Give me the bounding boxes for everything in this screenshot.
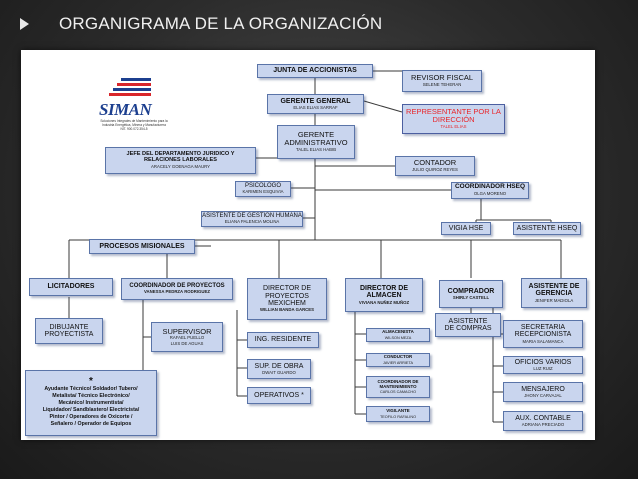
node-title: CONTADOR — [413, 158, 457, 168]
node-title: MEXICHEM — [268, 299, 306, 307]
node-person: WILSON MEZA — [384, 335, 412, 340]
mensajero-box — [503, 382, 583, 402]
node-title: JEFE DEL DEPARTAMENTO JURIDICO Y — [126, 150, 235, 157]
node-title: OPERATIVOS * — [254, 391, 304, 399]
node-title: MENSAJERO — [521, 385, 565, 393]
node-person: JULIO QUIROZ REYES — [412, 167, 458, 173]
director-almacen-box — [345, 278, 423, 312]
node-title: COORDINADOR DE — [377, 378, 419, 384]
node-title: JUNTA DE ACCIONISTAS — [273, 67, 357, 75]
coordinador-hseq-box — [451, 182, 529, 199]
triangle-bullet-icon — [20, 18, 29, 30]
logo-tagline: Soluciones Integrales de Mantenimiento para la Industria Energética, Minera y Manufacturera NIT. 900.072.354-5 — [100, 119, 168, 131]
asistente-gerencia-box — [521, 278, 587, 308]
conductor-box — [366, 353, 430, 367]
node-title: SUP. DE OBRA — [254, 362, 304, 370]
almacenista-box — [366, 328, 430, 342]
node-title: PROYECTISTA — [44, 331, 94, 338]
node-title: PROCESOS MISIONALES — [99, 242, 185, 250]
node-title: ASISTENTE DE GESTION HUMANA — [202, 213, 302, 220]
node-title: GERENTE — [297, 130, 335, 140]
node-person: SELENE TEHERAN — [422, 82, 462, 88]
node-person: VANESSA PEDRZA RODRIGUEZ — [144, 289, 210, 295]
node-title: REPRESENTANTE POR LA — [406, 107, 501, 117]
node-person: WILLIAN BANDA GARCES — [259, 307, 315, 313]
node-title: ALMACEN — [366, 292, 402, 300]
node-title: DIBUJANTE — [49, 323, 89, 331]
comprador-box — [439, 280, 503, 308]
asistente-compras-box — [435, 313, 501, 337]
node-title: ING. RESIDENTE — [254, 336, 312, 344]
operativos-box — [247, 387, 311, 404]
aux-contable-box — [503, 411, 583, 431]
psicologo-box — [235, 181, 291, 197]
node-title: DIRECTOR DE — [359, 284, 409, 292]
node-title: MANTENIMIENTO — [379, 383, 417, 389]
worker-roles-line: Liquidador/ Sandblastero/ Electricista/ — [42, 407, 140, 413]
node-title: VIGILANTE — [386, 408, 410, 414]
node-title: LICITADORES — [47, 283, 95, 291]
node-title: AUX. CONTABLE — [515, 414, 571, 422]
node-title: COORDINADOR HSEQ — [454, 183, 526, 191]
node-title: CONDUCTOR — [383, 354, 413, 360]
node-title: SECRETARIA — [520, 323, 566, 331]
node-person: ELIANA PALENCIA MOLINA — [224, 219, 280, 225]
procesos-misionales-box — [89, 239, 195, 254]
revisor-fiscal-box — [402, 70, 482, 92]
node-title: ALMACENISTA — [382, 329, 414, 335]
node-title: GERENTE GENERAL — [280, 97, 351, 105]
node-title: COMPRADOR — [447, 287, 495, 295]
ing-residente-box — [247, 332, 319, 348]
slide-title-row — [20, 14, 382, 34]
node-person: ARACELY GOENAGA MAURY — [151, 163, 210, 169]
junta-accionistas-box — [257, 64, 373, 78]
node-title: DIRECTOR DE — [262, 285, 312, 293]
asistente-hseq-box — [513, 222, 581, 235]
node-title: ASISTENTE DE — [528, 282, 580, 290]
worker-roles-line: Pintor / Operadores de Oxicorte / — [49, 414, 133, 421]
node-person: DWAIT GUARDO — [262, 369, 296, 375]
node-title: ADMINISTRATIVO — [284, 138, 348, 148]
node-title: VIGIA HSE — [448, 224, 484, 232]
node-title: PSICOLOGO — [244, 183, 281, 190]
worker-roles-line: Mecánico/ Instrumentista/ — [58, 399, 124, 406]
node-person: JAVIER ARRIETA — [382, 360, 414, 365]
node-title: ASISTENTE — [448, 317, 488, 325]
worker-roles-line: Ayudante Técnico/ Soldador/ Tubero/ — [44, 385, 138, 392]
representante-direccion-box — [402, 104, 505, 134]
oficios-varios-box — [503, 356, 583, 374]
node-title: RECEPCIONISTA — [514, 331, 572, 339]
node-person: TALEL ELIAS HABIB — [295, 147, 337, 153]
node-title: PROYECTOS — [265, 292, 309, 300]
sup-obra-box — [247, 359, 311, 379]
supervisor-box — [151, 322, 223, 352]
node-person: TALEL ELIAS — [440, 124, 467, 130]
node-person: CARLOS CAMACHO — [379, 390, 417, 395]
licitadores-box — [29, 278, 113, 296]
gerente-general-box — [267, 94, 364, 114]
asistente-gestion-humana-box — [201, 211, 303, 227]
trabajadores-operativos-box — [25, 370, 157, 436]
node-person: MARIA SALAMANCA — [522, 338, 564, 344]
node-person: LUIS DE AGUAS — [170, 340, 204, 346]
coordinador-mantenimiento-box — [366, 376, 430, 398]
logo-wordmark: SIMAN — [99, 100, 152, 119]
worker-roles-line: Señalero / Operador de Equipos — [50, 421, 132, 428]
node-title: SUPERVISOR — [162, 326, 212, 336]
node-title: OFICIOS VARIOS — [514, 358, 572, 366]
coordinador-proyectos-box — [121, 278, 233, 300]
contador-box — [395, 156, 475, 176]
jefe-juridico-box — [105, 147, 256, 174]
node-title: DE COMPRAS — [444, 325, 492, 332]
node-person: TEOFILO RAFALINO — [379, 414, 417, 419]
node-title: ASISTENTE HSEQ — [516, 224, 578, 232]
secretaria-recepcionista-box — [503, 320, 583, 348]
node-person: RAFAEL PUELLO — [169, 335, 205, 341]
node-person: JHONY CARVAJAL — [524, 392, 562, 398]
vigia-hse-box — [441, 222, 491, 235]
siman-flag-logo-icon — [99, 76, 169, 102]
asterisk-marker: * — [89, 375, 93, 387]
node-title: REVISOR FISCAL — [410, 73, 474, 83]
node-person: ELIAS ELIAS SARRAF — [293, 104, 338, 110]
slide-title: ORGANIGRAMA DE LA ORGANIZACIÓN — [59, 14, 383, 33]
director-proyectos-box — [247, 278, 327, 320]
node-person: ADRIANA PRECIADO — [521, 421, 565, 427]
dibujante-proyectista-box — [35, 318, 103, 344]
node-title: COORDINADOR DE PROYECTOS — [129, 283, 225, 290]
node-title: RELACIONES LABORALES — [143, 156, 218, 163]
node-title: GERENCIA — [535, 290, 573, 298]
siman-logo — [99, 76, 179, 136]
node-person: VIVIANA NUÑEZ MUÑOZ — [358, 299, 410, 305]
org-chart-slide — [21, 50, 595, 440]
node-person: SHIRLY CASTELL — [452, 294, 490, 300]
node-person: KARIMEN ESQUIVIA — [242, 189, 284, 195]
node-person: LUZ RUIZ — [533, 365, 553, 371]
node-person: JENIFER MADIOLA — [534, 297, 574, 303]
gerente-administrativo-box — [277, 125, 355, 159]
node-title: DIRECCIÓN — [432, 115, 475, 125]
node-person: OLGA MORENO — [473, 191, 507, 197]
vigilante-box — [366, 406, 430, 422]
worker-roles-line: Metalista/ Técnico Electrónico/ — [52, 392, 130, 399]
